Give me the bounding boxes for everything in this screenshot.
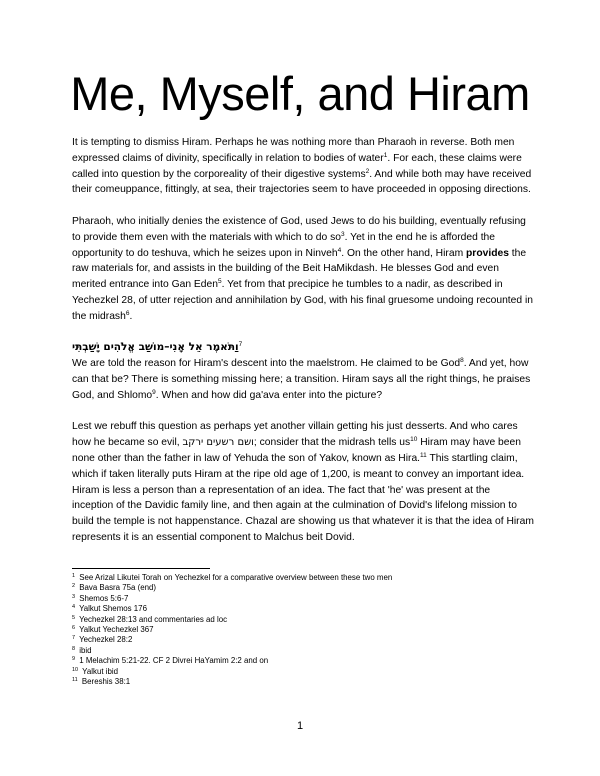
footnote-item (72, 604, 534, 614)
footnote-ref-8[interactable]: 8 (460, 357, 464, 365)
footnote-number: 9 (72, 656, 76, 663)
footnote-ref-9[interactable]: 9 (152, 388, 156, 396)
footnote-text: Yalkut Yechezkel 367 (77, 625, 154, 635)
footnote-text: Bereshis 38:1 (79, 677, 131, 687)
footnote-item (72, 656, 534, 666)
footnote-text: Yalkut Shemos 176 (77, 604, 147, 614)
p1-text-1: It is tempting to dismiss Hiram. Perhaps he was nothing more than Pharaoh in reverse. Both men expressed claims of divinity, specifically in relation to bodies of water (72, 137, 515, 164)
p2-bold-word: provides (466, 247, 509, 259)
footnote-item (72, 667, 534, 677)
p4-text-4: This startling claim, which if taken literally puts Hiram at the ripe old age of 1,200, is meant to convey an important idea. Hiram is less a person than a representation of an idea. The fact that 'he' was present at the inception of the Davidic family line, and then again at the culmination of Dovid's lifelong mission to build the temple is not happenstance. Chazal are showing us that whatever it is that the idea of Hiram represents it is an essential component to Malchus beit Dovid. (72, 452, 534, 543)
footnote-text: Yechezkel 28:13 and commentaries ad loc (77, 614, 228, 624)
footnote-text: Bava Basra 75a (end) (77, 583, 157, 593)
p2-text-4: the raw materials for, and assists in the building of the Beit HaMikdash. He blesses God and even merited entrance into Gan Eden (72, 247, 527, 291)
footnote-text: Yalkut ibid (80, 666, 118, 676)
hebrew-quote: וַתֹּאמֶר אֵל אָנִי–מוֹשַׁב אֱלֹהִים יָשַׁבְתִּי (72, 341, 239, 354)
footnote-ref-1[interactable]: 1 (383, 151, 388, 159)
p2-text-6: . (129, 310, 133, 322)
p4-text-2: ; consider that the midrash tells us (253, 437, 411, 449)
footnote-number: 11 (72, 677, 78, 684)
footnote-number: 10 (72, 666, 79, 673)
page-title: Me, Myself, and Hiram (70, 67, 530, 120)
p3-text-2: . And yet, how can that be? There is something missing here; a transition. Hiram says all the right things, he praises God, and Shlomo (72, 358, 531, 401)
p1-text-2: . For each, these claims were called into question by the corporeality of their digestive systems (72, 152, 522, 180)
footnote-item (72, 583, 534, 593)
footnote-text: Shemos 5:6-7 (77, 593, 129, 603)
footnote-ref-5[interactable]: 5 (217, 278, 222, 286)
paragraph-2 (72, 214, 534, 325)
footnote-number: 7 (72, 635, 76, 642)
footnote-number: 4 (72, 604, 76, 611)
footnote-number: 6 (72, 625, 76, 632)
footnote-item (72, 625, 534, 635)
footnote-ref-2[interactable]: 2 (365, 167, 370, 175)
p2-text-1: Pharaoh, who initially denies the existence of God, used Jews to do his building, eventually refusing to provide them even with the materials with which to do so (72, 215, 526, 243)
footnote-item (72, 594, 534, 604)
footnote-text: Yechezkel 28:2 (77, 635, 133, 645)
footnote-text: ibid (77, 645, 92, 655)
footnote-item (72, 646, 534, 656)
p4-text-3: Hiram may have been none other than the father in law of Yehuda the son of Yakov, known as Hira. (72, 437, 521, 464)
page-number: 1 (296, 720, 304, 732)
footnote-number: 3 (72, 593, 76, 600)
p1-text-3: . And while both may have received their comeuppance, fittingly, at sea, their trajectories seem to have proceeded in opposing directions. (72, 168, 532, 196)
footnote-item (72, 635, 534, 645)
footnote-separator (72, 568, 210, 569)
footnote-number: 1 (72, 573, 76, 579)
footnote-ref-6[interactable]: 6 (125, 309, 130, 317)
paragraph-4 (72, 419, 534, 545)
footnote-number: 2 (72, 583, 76, 590)
footnote-ref-11[interactable]: 11 (420, 451, 427, 459)
footnote-item (72, 615, 534, 625)
paragraph-3 (72, 356, 534, 403)
hebrew-quote-line (72, 340, 534, 356)
p2-text-2: . Yet in the end he is afforded the opportunity to do teshuva, which he seizes upon in Ninveh (72, 231, 496, 259)
p4-hebrew-phrase: ושם רשעים ירקב (182, 437, 254, 449)
p3-text-1: We are told the reason for Hiram's descent into the maelstrom. He claimed to be God (72, 358, 461, 370)
footnote-number: 5 (72, 614, 76, 621)
footnote-ref-7[interactable]: 7 (238, 341, 243, 349)
p2-text-3: . On the other hand, Hiram (341, 247, 467, 259)
paragraph-1 (72, 135, 534, 198)
footnote-item (72, 677, 534, 687)
footnote-text: 1 Melachim 5:21-22. CF 2 Divrei HaYamim 2:2 and on (77, 656, 269, 666)
p2-text-5: . Yet from that precipice he tumbles to a nadir, as described in Yechezkel 28, of utter rejection and annihilation by God, with his final gruesome undoing recounted in the midrash (72, 279, 533, 322)
footnotes (72, 573, 534, 687)
body-text (72, 135, 534, 562)
p4-text-1: Lest we rebuff this question as perhaps yet another villain getting his just desserts. And who cares how he became so evil, (72, 421, 518, 449)
footnote-item (72, 573, 534, 583)
footnote-ref-3[interactable]: 3 (341, 230, 345, 238)
footnote-ref-10[interactable]: 10 (410, 436, 418, 444)
footnote-text: See Arizal Likutei Torah on Yechezkel for a comparative overview between these two men (77, 573, 393, 582)
footnote-number: 8 (72, 645, 76, 652)
p3-text-3: . When and how did ga'ava enter into the picture? (155, 389, 383, 401)
footnote-ref-4[interactable]: 4 (337, 246, 342, 254)
